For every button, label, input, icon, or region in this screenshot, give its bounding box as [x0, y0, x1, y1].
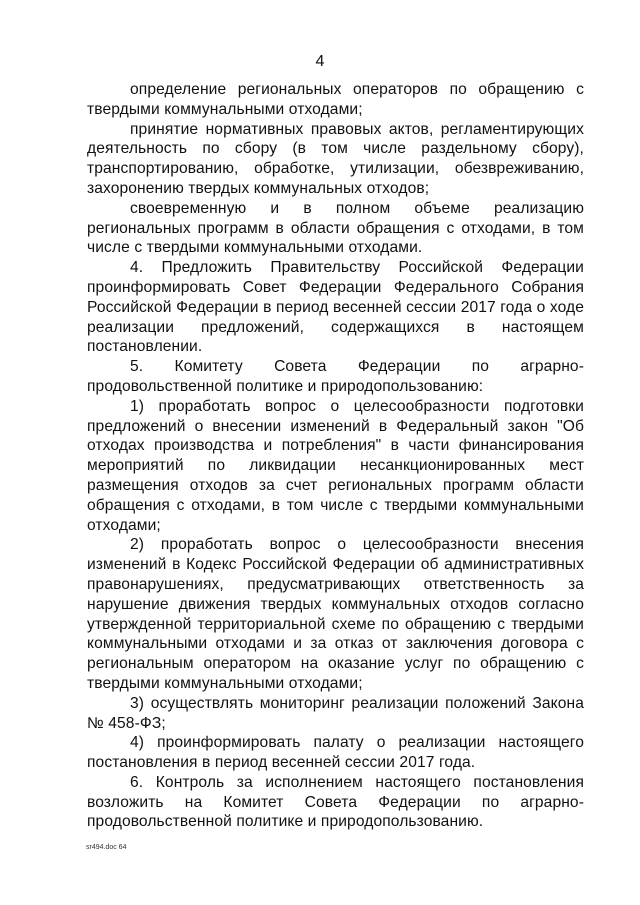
paragraph: 4) проинформировать палату о реализации настоящего постановления в период весенней сессии 2017 года.	[87, 734, 584, 772]
page-number: 4	[315, 53, 325, 70]
paragraph: 1) проработать вопрос о целесообразности подготовки предложений о внесении изменений в Федеральный закон "Об отходах производства и потребления" в части финансирования мероприятий по ликвидации несанкционированных мест размещения отходов за счет региональных программ области обращения с отходами, в том числе с твердыми коммунальными отходами;	[87, 397, 584, 534]
paragraph: 2) проработать вопрос о целесообразности внесения изменений в Кодекс Российской Федерации об административных правонарушениях, предусматривающих ответственность за нарушение движения твердых коммунальных отходов согласно утвержденной территориальной схеме по обращению с твердыми коммунальными отходами и за отказ от заключения договора с региональным оператором на оказание услуг по обращению с твердыми коммунальными отходами;	[87, 536, 584, 692]
paragraph: 3) осуществлять мониторинг реализации положений Закона № 458-ФЗ;	[87, 694, 584, 732]
paragraph: 4. Предложить Правительству Российской Федерации проинформировать Совет Федерации Федерального Собрания Российской Федерации в период весенней сессии 2017 года о ходе реализации предложений, содержащихся в настоящем постановлении.	[87, 259, 584, 356]
paragraph: 5. Комитету Совета Федерации по аграрно-продовольственной политике и природопользованию:	[87, 358, 584, 395]
paragraph: определение региональных операторов по обращению с твердыми коммунальными отходами;	[87, 81, 584, 118]
paragraph: 6. Контроль за исполнением настоящего постановления возложить на Комитет Совета Федерации по аграрно-продовольственной политике и природопользованию.	[87, 773, 584, 831]
paragraph: принятие нормативных правовых актов, регламентирующих деятельность по сбору (в том числе раздельному сбору), транспортированию, обработке, утилизации, обезвреживанию, захоронению твердых коммунальных отходов;	[87, 120, 584, 197]
paragraph: своевременную и в полном объеме реализацию региональных программ в области обращения с отходами, в том числе с твердыми коммунальными отходами.	[87, 199, 584, 257]
document-body	[87, 80, 584, 832]
file-reference-footer: sr494.doc 64	[86, 844, 127, 851]
